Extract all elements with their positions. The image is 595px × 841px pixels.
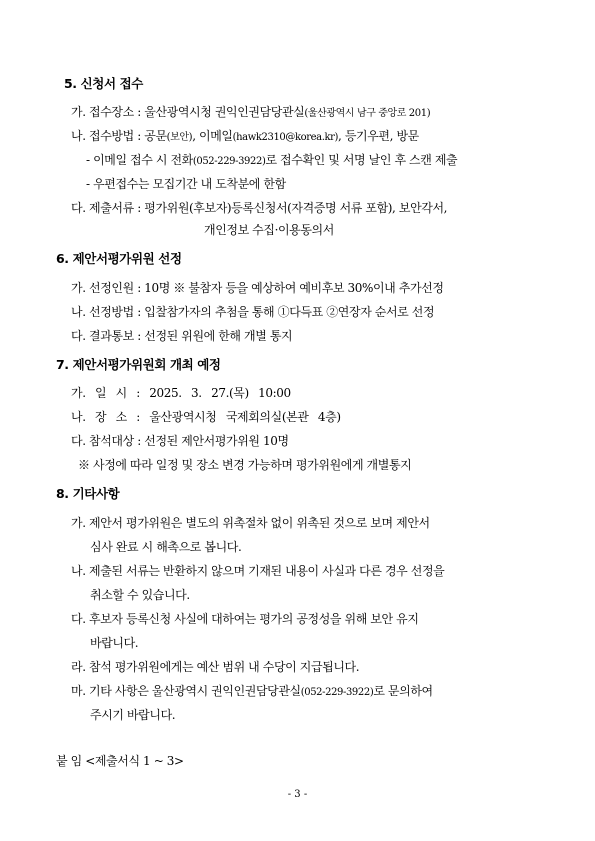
s5-item-b-mid: , 이메일 (192, 129, 233, 143)
s5-item-b-sub2: - 우편접수는 모집기간 내 도착분에 한함 (86, 177, 286, 191)
section-7-heading: 7. 제안서평가위원회 개최 예정 (56, 357, 221, 372)
s8-item-e-line1 (71, 683, 433, 701)
s5-item-b (71, 128, 419, 146)
s5-item-b-sub1-post: 로 접수확인 및 서명 날인 후 스캔 제출 (265, 153, 458, 167)
s5-item-b-email: (hawk2310@korea.kr) (232, 132, 339, 143)
s8-item-c-line2: 바랍니다. (90, 636, 139, 650)
s8-item-c-line1: 다. 후보자 등록신청 사실에 대하여는 평가의 공정성을 위해 보안 유지 (71, 612, 419, 626)
attachment-note: 붙 임 <제출서식 1 ~ 3> (56, 754, 184, 768)
s7-note: ※ 사정에 따라 일정 및 장소 변경 가능하며 평가위원에게 개별통지 (78, 458, 412, 472)
s5-item-b-post: , 등기우편, 방문 (338, 129, 419, 143)
s6-item-c: 다. 결과통보 : 선정된 위원에 한해 개별 통지 (71, 329, 293, 343)
s8-item-b-line2: 취소할 수 있습니다. (90, 588, 190, 602)
s5-item-c-line2: 개인정보 수집·이용동의서 (204, 223, 334, 237)
s7-item-a: 가. 일 시 : 2025. 3. 27.(목) 10:00 (71, 386, 291, 400)
s5-item-a-address: (울산광역시 남구 중앙로 201) (304, 108, 431, 119)
s6-item-a: 가. 선정인원 : 10명 ※ 불참자 등을 예상하여 예비후보 30%이내 추가선정 (71, 281, 444, 295)
s5-item-a-text: 가. 접수장소 : 울산광역시청 권익인권담당관실 (71, 105, 305, 119)
s8-item-e-post: 로 문의하여 (373, 684, 433, 698)
s5-item-b-sub1 (86, 152, 457, 170)
section-5-heading: 5. 신청서 접수 (64, 76, 143, 91)
s8-item-e-line2: 주시기 바랍니다. (90, 708, 176, 722)
s8-item-a-line2: 심사 완료 시 해촉으로 봅니다. (90, 540, 242, 554)
s5-item-b-p1: (보안) (166, 132, 193, 143)
s7-item-b: 나. 장 소 : 울산광역시청 국제회의실(본관 4층) (71, 410, 341, 424)
s8-item-e-pre: 마. 기타 사항은 울산광역시 권익인권담당관실 (71, 684, 301, 698)
page-number: - 3 - (287, 789, 308, 800)
s8-item-d: 라. 참석 평가위원에게는 예산 범위 내 수당이 지급됩니다. (71, 660, 360, 674)
s5-item-c-line1: 다. 제출서류 : 평가위원(후보자)등록신청서(자격증명 서류 포함), 보안각서, (71, 201, 448, 215)
s5-item-a (71, 104, 430, 122)
s7-item-c: 다. 참석대상 : 선정된 제안서평가위원 10명 (71, 434, 289, 448)
section-8-heading: 8. 기타사항 (56, 486, 120, 501)
s6-item-b: 나. 선정방법 : 입찰참가자의 추첨을 통해 ①다득표 ②연장자 순서로 선정 (71, 305, 435, 319)
s5-item-b-sub1-pre: - 이메일 접수 시 전화 (86, 153, 193, 167)
s5-item-b-pre: 나. 접수방법 : 공문 (71, 129, 167, 143)
section-6-heading: 6. 제안서평가위원 선정 (56, 251, 182, 266)
s8-item-b-line1: 나. 제출된 서류는 반환하지 않으며 기재된 내용이 사실과 다른 경우 선정을 (71, 564, 445, 578)
s8-item-a-line1: 가. 제안서 평가위원은 별도의 위촉절차 없이 위촉된 것으로 보며 제안서 (71, 516, 430, 530)
s8-item-e-tel: (052-229-3922) (300, 687, 374, 698)
s5-item-b-sub1-tel: (052-229-3922) (192, 156, 266, 167)
